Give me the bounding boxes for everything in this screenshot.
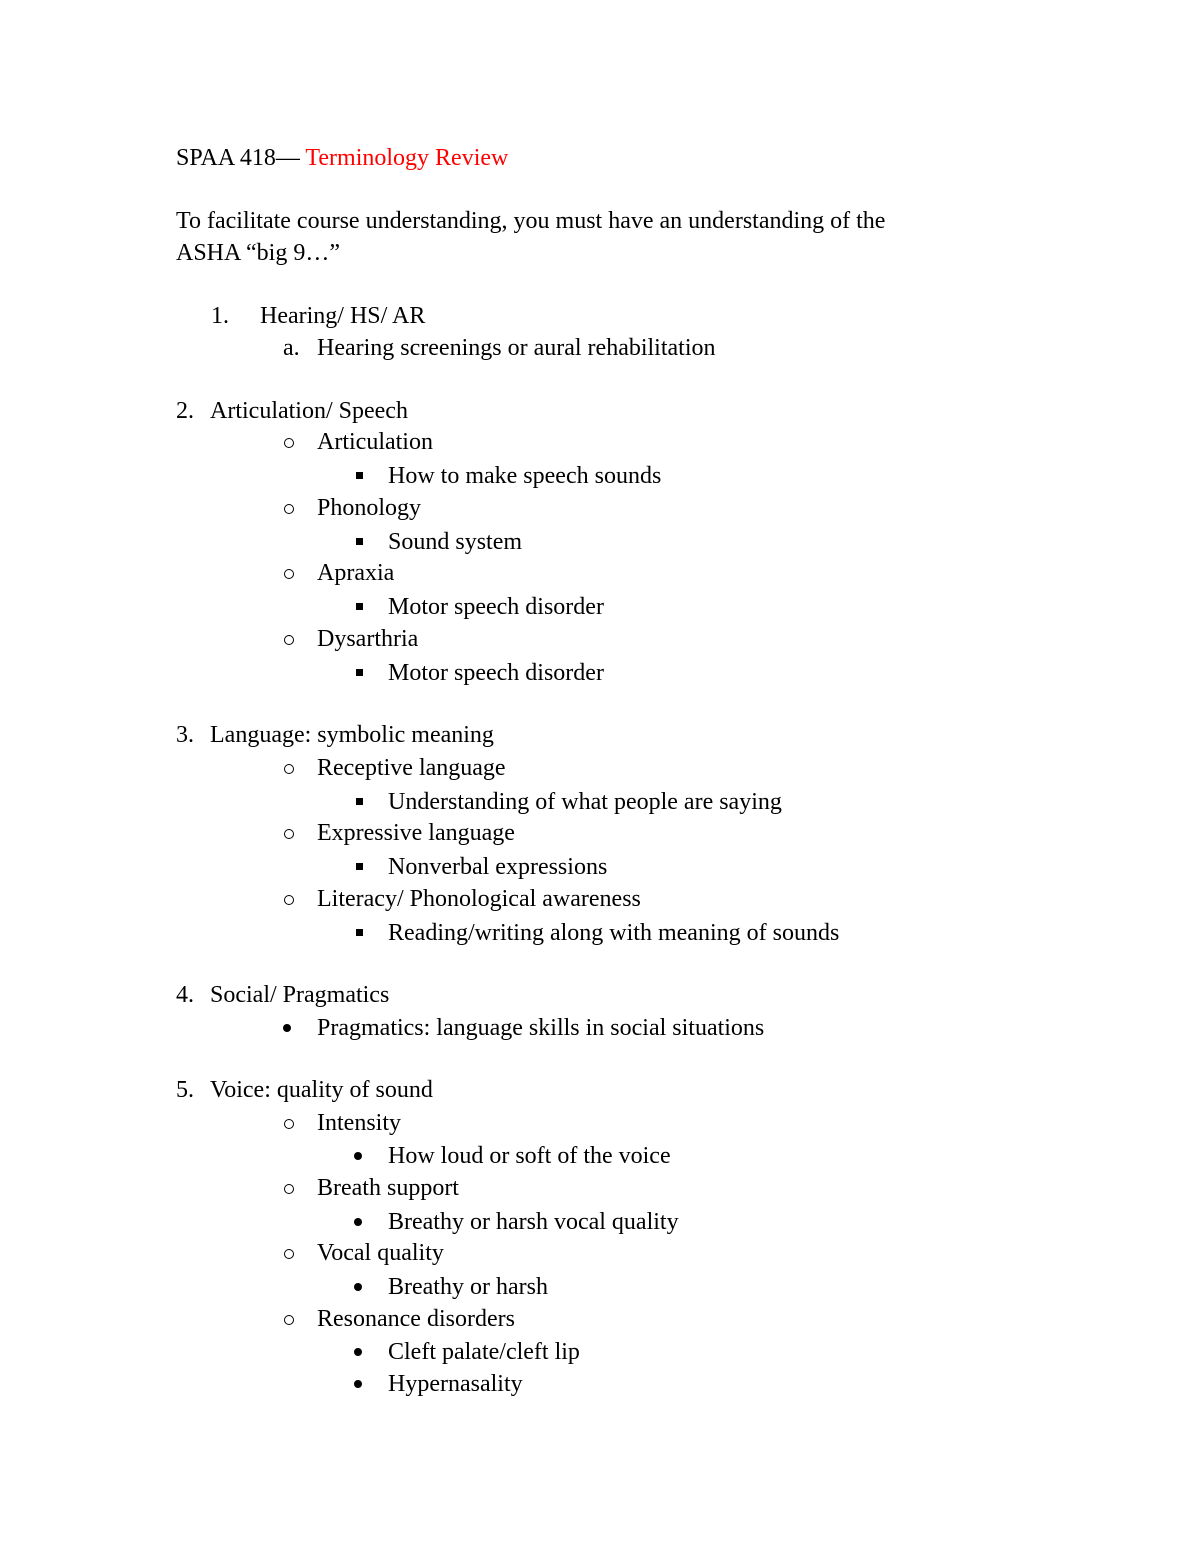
section-5-item-4: Resonance disorders [317,1306,515,1332]
section-5-item-1-detail: How loud or soft of the voice [388,1143,671,1169]
section-4-number: 4. [176,982,194,1008]
section-3-number: 3. [176,722,194,748]
section-3-item-2: Expressive language [317,820,515,846]
section-2-number: 2. [176,398,194,424]
section-3-heading: Language: symbolic meaning [210,722,494,748]
circle-bullet-icon [284,1315,294,1325]
section-5-item-1: Intensity [317,1110,401,1136]
circle-bullet-icon [284,635,294,645]
square-bullet-icon [356,603,363,610]
dot-bullet-icon [354,1218,362,1226]
section-5-item-4-detail-2: Hypernasality [388,1371,523,1397]
dot-bullet-icon [354,1152,362,1160]
square-bullet-icon [356,863,363,870]
section-2-item-4: Dysarthria [317,626,419,652]
section-1-number: 1. [211,303,229,329]
section-5-item-3-detail: Breathy or harsh [388,1274,548,1300]
circle-bullet-icon [284,569,294,579]
square-bullet-icon [356,538,363,545]
page-title [176,142,508,174]
circle-bullet-icon [284,764,294,774]
course-code: SPAA 418— [176,145,300,171]
section-1-sub-text: Hearing screenings or aural rehabilitation [317,335,716,361]
square-bullet-icon [356,472,363,479]
circle-bullet-icon [284,1249,294,1259]
section-2-item-1: Articulation [317,429,433,455]
section-1-heading: Hearing/ HS/ AR [260,303,426,329]
title-subject: Terminology Review [299,145,509,171]
section-3-item-3-detail: Reading/writing along with meaning of sounds [388,920,840,946]
dot-bullet-icon [283,1024,291,1032]
section-4-heading: Social/ Pragmatics [210,982,390,1008]
section-5-item-2-detail: Breathy or harsh vocal quality [388,1209,679,1235]
intro-line-1: To facilitate course understanding, you must have an understanding of the [176,208,886,234]
section-2-item-2: Phonology [317,495,422,521]
circle-bullet-icon [284,895,294,905]
square-bullet-icon [356,929,363,936]
circle-bullet-icon [284,1119,294,1129]
square-bullet-icon [356,798,363,805]
section-2-item-2-detail: Sound system [388,529,523,555]
section-2-item-4-detail: Motor speech disorder [388,660,604,686]
section-2-item-3: Apraxia [317,560,395,586]
circle-bullet-icon [284,1184,294,1194]
section-2-item-3-detail: Motor speech disorder [388,594,604,620]
section-5-item-4-detail-1: Cleft palate/cleft lip [388,1339,580,1365]
section-3-item-1-detail: Understanding of what people are saying [388,789,782,815]
square-bullet-icon [356,669,363,676]
section-5-number: 5. [176,1077,194,1103]
intro-line-2: ASHA “big 9…” [176,240,340,266]
section-3-item-2-detail: Nonverbal expressions [388,854,608,880]
section-5-item-3: Vocal quality [317,1240,444,1266]
dot-bullet-icon [354,1380,362,1388]
section-3-item-1: Receptive language [317,755,506,781]
section-2-item-1-detail: How to make speech sounds [388,463,662,489]
circle-bullet-icon [284,438,294,448]
circle-bullet-icon [284,504,294,514]
dot-bullet-icon [354,1348,362,1356]
section-5-heading: Voice: quality of sound [210,1077,433,1103]
section-3-item-3: Literacy/ Phonological awareness [317,886,641,912]
section-5-item-2: Breath support [317,1175,459,1201]
section-4-bullet: Pragmatics: language skills in social situations [317,1015,765,1041]
section-1-sub-letter: a. [283,335,300,361]
section-2-heading: Articulation/ Speech [210,398,408,424]
dot-bullet-icon [354,1283,362,1291]
circle-bullet-icon [284,829,294,839]
